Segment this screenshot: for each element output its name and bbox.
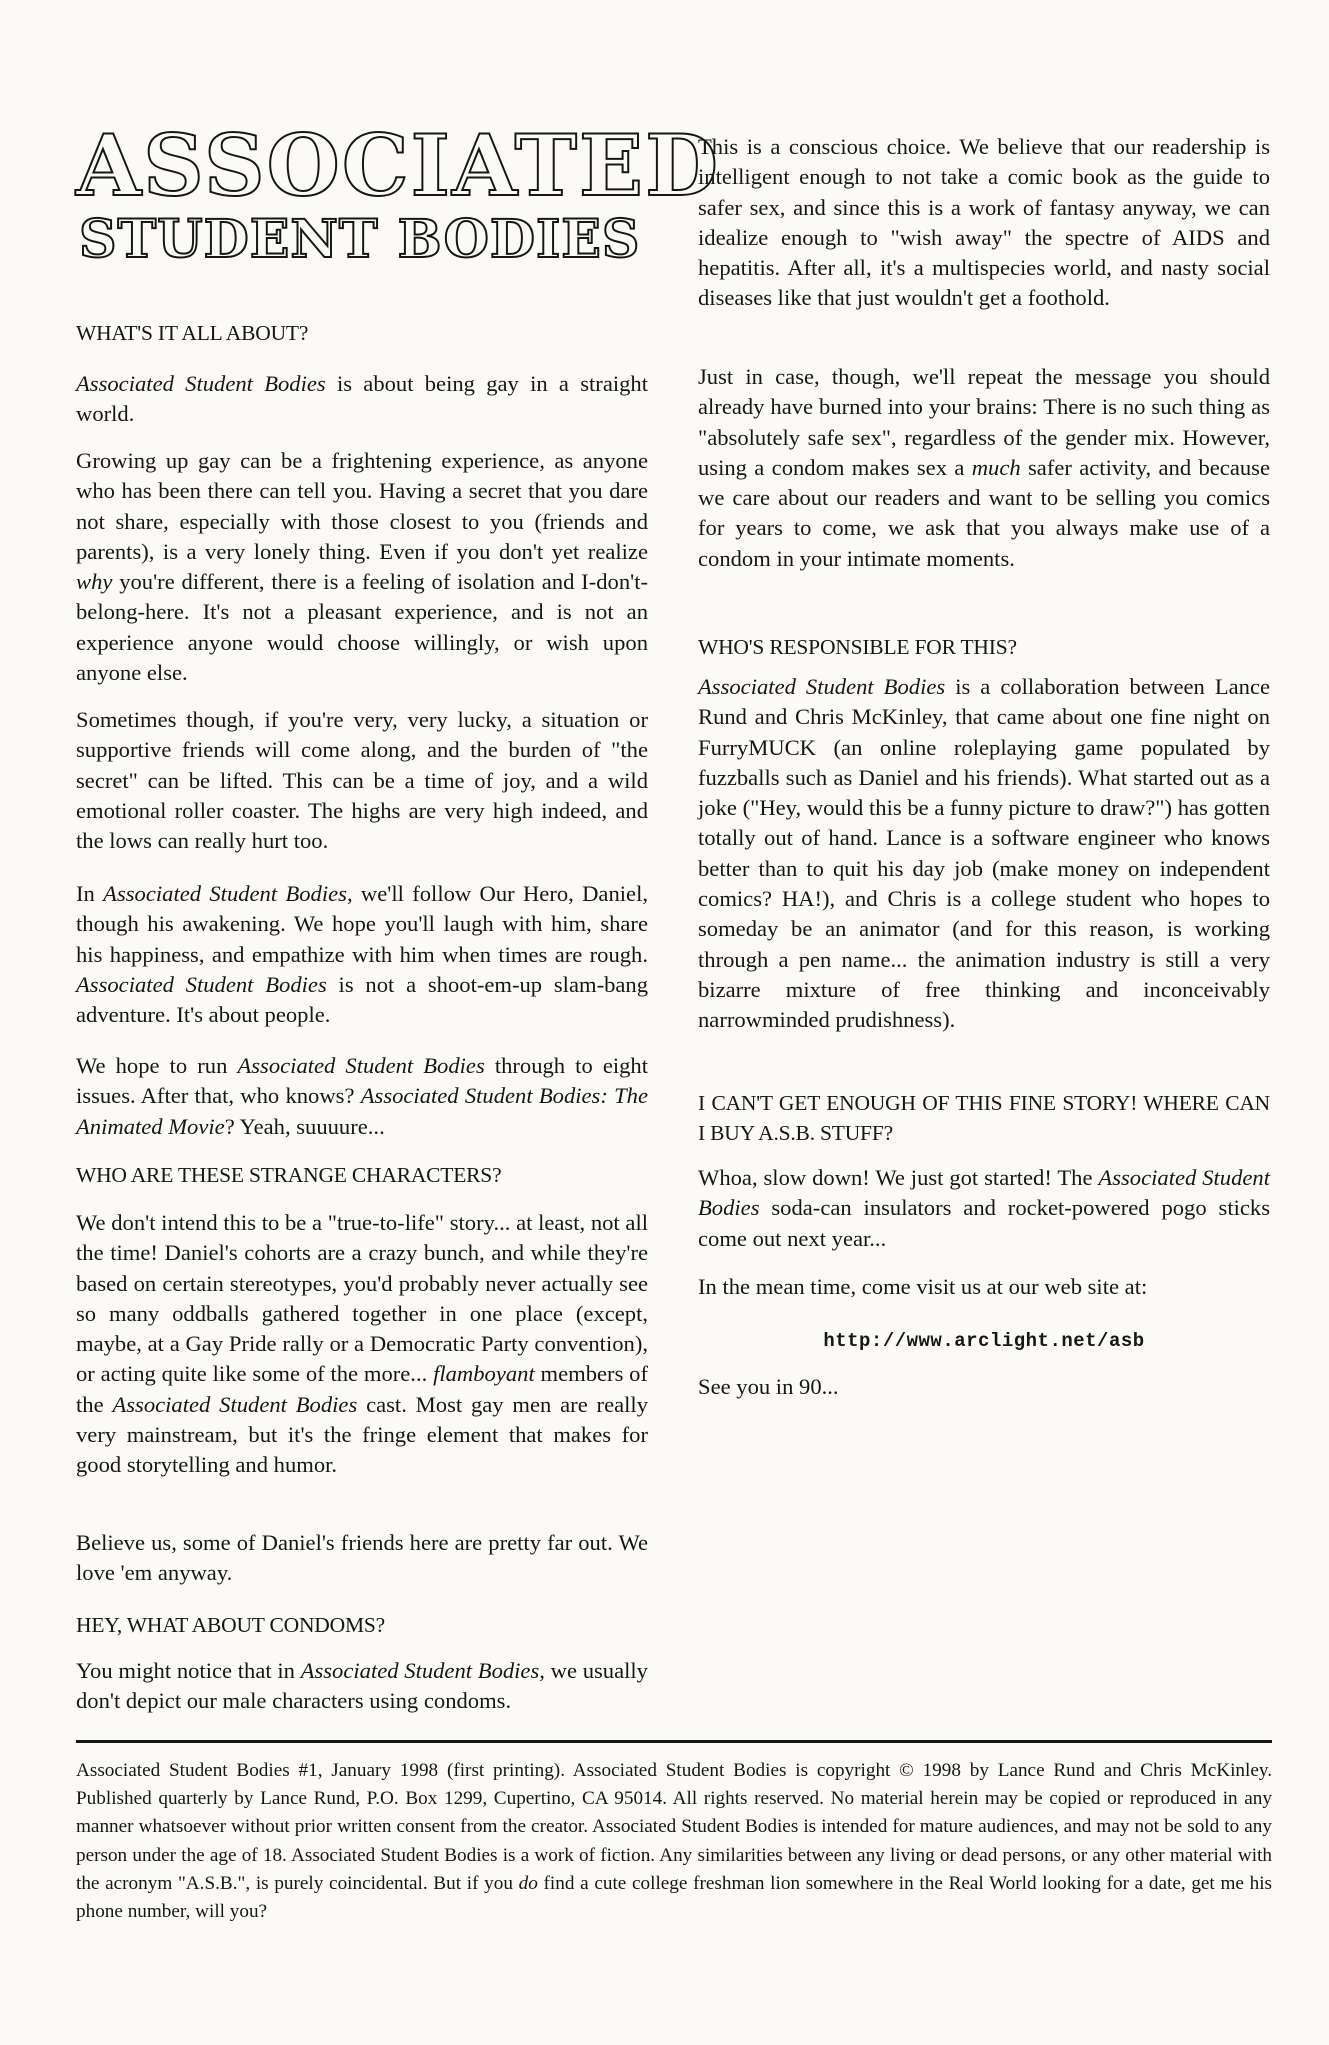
text: ? Yeah, suuuure...	[224, 1113, 385, 1139]
title-italic: Associated Student Bodies,	[103, 881, 353, 906]
title-italic: Associated Student Bodies	[237, 1053, 485, 1078]
title-italic: Associated Student Bodies	[76, 971, 327, 997]
title-italic: Associated Student Bodies	[698, 1165, 1270, 1221]
text: is about being gay in a straight world.	[76, 371, 648, 427]
emphasis: much	[971, 454, 1021, 480]
paragraph	[76, 446, 648, 688]
text: we usually don't depict our male characters using condoms.	[76, 1658, 648, 1714]
text: Associated Student Bodies #1, January 1998 (first printing). Associated Student Bodies is copyright © 1998 by Lance Rund and Chris McKinley. Published quarterly by Lance Rund, P.O. Box 1299, Cupertino, CA 95014. All rights reserved. No material herein may be copied or reproduced in any manner whatsoever without prior written consent from the creator. Associated Student Bodies is intended for mature audiences, and may not be sold to any person under the age of 18. Associated Student Bodies is a work of fiction. Any similarities between any living or dead persons, or any other material with the acronym "A.S.B.", is purely coincidental. But if you	[76, 1760, 1272, 1894]
text: We hope to run	[76, 1053, 238, 1078]
logo-line-1: ASSOCIATED	[76, 116, 720, 215]
text: find a cute college freshman lion somewhere in the Real World looking for a date, get me his phone number, will you?	[76, 1872, 1272, 1923]
website-url[interactable]: http://www.arclight.net/asb	[823, 1330, 1145, 1352]
title-italic: Associated Student Bodies	[76, 371, 326, 396]
paragraph: See you in 90...	[698, 1374, 839, 1399]
heading-condoms: HEY, WHAT ABOUT CONDOMS?	[76, 1613, 385, 1637]
title-italic: Associated Student Bodies	[698, 674, 946, 699]
text: is not a shoot-em-up slam-bang adventure. It's about people.	[76, 971, 649, 1028]
text: through to eight issues. After that, who knows?	[76, 1053, 649, 1109]
paragraph	[698, 672, 1270, 1036]
text: we'll follow Our Hero, Daniel, though his awakening. We hope you'll laugh with him, share his happiness, and empathize with him when times are rough.	[76, 881, 648, 967]
paragraph	[76, 1208, 648, 1481]
paragraph	[698, 1163, 1270, 1254]
text: Just in case, though, we'll repeat the message you should already have burned into your brains: There is no such thing as "absolutely safe sex", regardless of the gender mix. However, using a condom makes sex a	[698, 364, 1270, 480]
text: you're different, there is a feeling of isolation and I-don't-belong-here. It's not a pleasant experience, and is not an experience anyone would choose willingly, or wish upon anyone else.	[76, 569, 648, 686]
text: is a collaboration between Lance Rund and Chris McKinley, that came about one fine night on FurryMUCK (an online roleplaying game populated by fuzzballs such as Daniel and his friends). What started out as a joke ("Hey, would this be a funny picture to draw?") has gotten totally out of hand. Lance is a software engineer who knows better than to quit his day job (make money on independent comics? HA!), and Chris is a college student who hopes to someday be an animator (and for this reason, is working through a pen name... the animation industry is still a very bizarre mixture of free thinking and inconceivably narrowminded prudishness).	[698, 674, 1271, 1033]
text: You might notice that in	[76, 1658, 301, 1683]
footer-divider	[76, 1740, 1272, 1743]
paragraph	[76, 369, 648, 430]
paragraph	[76, 1656, 648, 1717]
heading-characters: WHO ARE THESE STRANGE CHARACTERS?	[76, 1163, 502, 1187]
paragraph	[76, 1051, 648, 1142]
text: We don't intend this to be a "true-to-life" story... at least, not all the time! Daniel's cohorts are a crazy bunch, and while they're based on certain stereotypes, you'd probably never actually see so many oddballs gathered together in one place (except, maybe, at a Gay Pride rally or a Democratic Party convention), or acting quite like some of the more...	[76, 1210, 648, 1387]
text: Whoa, slow down! We just got started! The	[698, 1165, 1099, 1190]
paragraph: Believe us, some of Daniel's friends here are pretty far out. We love 'em anyway.	[76, 1530, 648, 1586]
paragraph: In the mean time, come visit us at our web site at:	[698, 1274, 1148, 1299]
text: In	[76, 881, 104, 906]
text: safer activity, and because we care about our readers and want to be selling you comics for years to come, we ask that you always make use of a condom in your intimate moments.	[698, 454, 1270, 571]
heading-responsible: WHO'S RESPONSIBLE FOR THIS?	[698, 635, 1017, 659]
title-italic: Associated Student Bodies,	[300, 1658, 545, 1683]
emphasis: flamboyant	[433, 1361, 535, 1387]
logo	[76, 116, 720, 270]
heading-stuff: I CAN'T GET ENOUGH OF THIS FINE STORY! WHERE CAN I BUY A.S.B. STUFF?	[698, 1091, 1270, 1146]
emphasis: do	[518, 1872, 538, 1894]
text: cast. Most gay men are really very mainstream, but it's the fringe element that makes for good storytelling and humor.	[76, 1391, 648, 1478]
title-italic: Associated Student Bodies: The Animated Movie	[76, 1083, 648, 1139]
text: soda-can insulators and rocket-powered pogo sticks come out next year...	[698, 1195, 1270, 1251]
text: Growing up gay can be a frightening experience, as anyone who has been there can tell you. Having a secret that you dare not share, especially with those closest to you (friends and parents), is a very lonely thing. Even if you don't yet realize	[76, 448, 648, 564]
paragraph: This is a conscious choice. We believe that our readership is intelligent enough to not take a comic book as the guide to safer sex, and since this is a work of fantasy anyway, we can idealize enough to "wish away" the spectre of AIDS and hepatitis. After all, it's a multispecies world, and nasty social diseases like that just wouldn't get a foothold.	[698, 134, 1270, 311]
text: members of the	[76, 1361, 648, 1417]
copyright-footer	[76, 1757, 1272, 1926]
paragraph: Sometimes though, if you're very, very lucky, a situation or supportive friends will come along, and the burden of "the secret" can be lifted. This can be a time of joy, and a wild emotional roller coaster. The highs are very high indeed, and the lows can really hurt too.	[76, 707, 648, 854]
paragraph	[76, 879, 648, 1030]
heading-about: WHAT'S IT ALL ABOUT?	[76, 321, 309, 345]
paragraph	[698, 362, 1270, 574]
emphasis: why	[76, 569, 113, 595]
title-italic: Associated Student Bodies	[112, 1391, 358, 1417]
logo-line-2: STUDENT BODIES	[79, 209, 641, 270]
